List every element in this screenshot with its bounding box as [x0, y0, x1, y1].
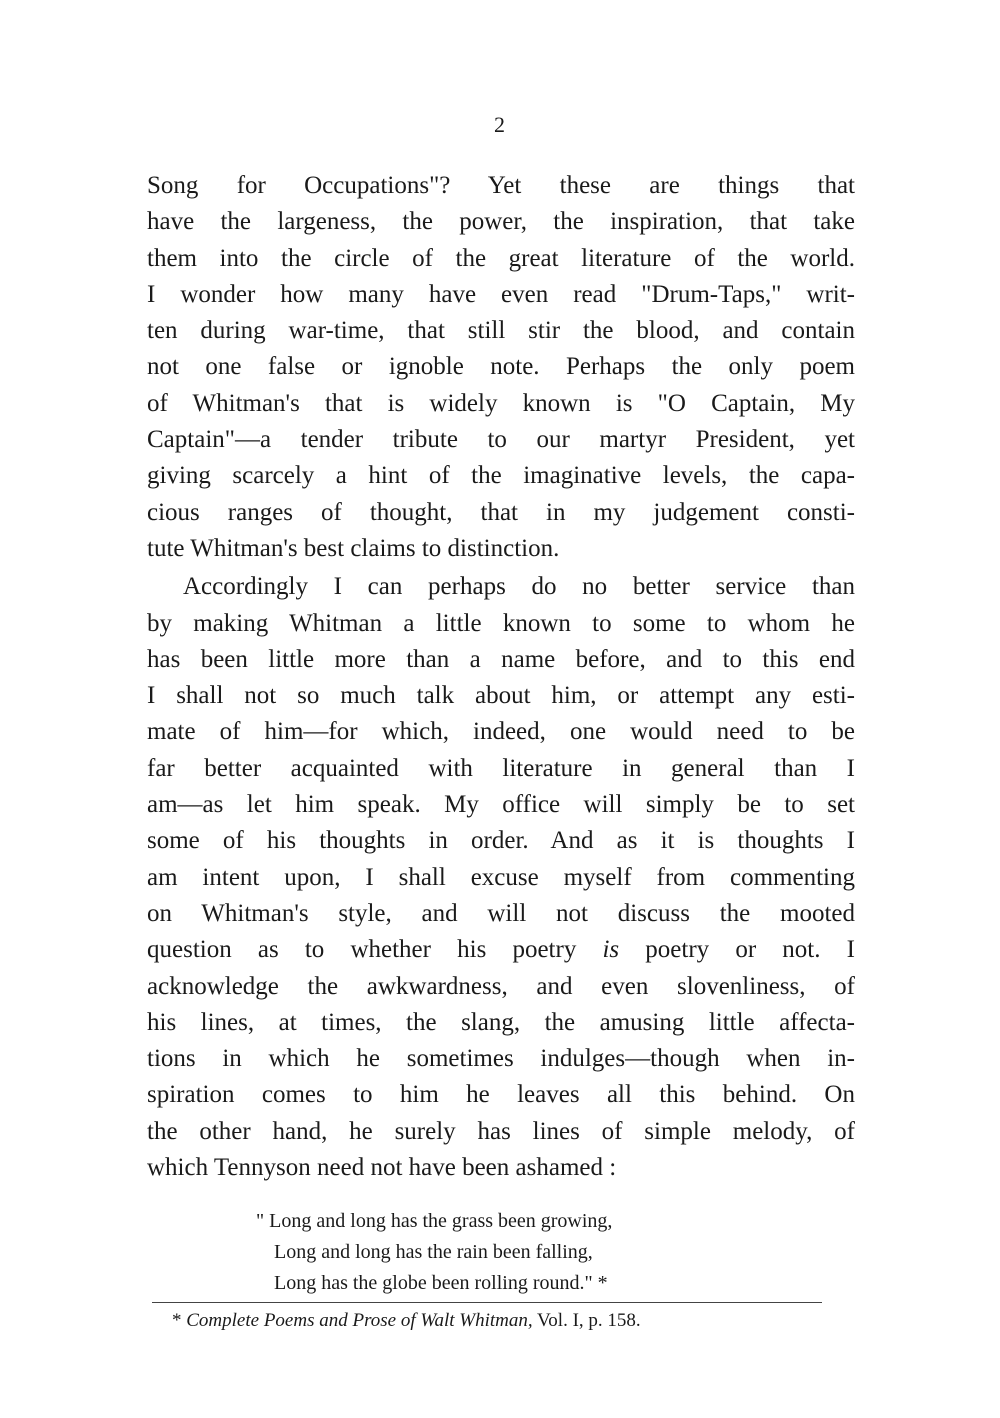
footnote-marker: *: [172, 1310, 187, 1331]
text-line: mate of him—for which, indeed, one would need to be: [147, 718, 855, 746]
poem-line: " Long and long has the grass been growing,: [256, 1210, 613, 1232]
footnote: [172, 1306, 872, 1336]
text-line: which Tennyson need not have been ashamed :: [147, 1154, 617, 1182]
body-text: [147, 168, 855, 1186]
text-line: on Whitman's style, and will not discuss the mooted: [147, 899, 855, 927]
text-line: far better acquainted with literature in general than I: [147, 754, 855, 782]
paragraph-1: [147, 168, 855, 567]
paragraph-2: [147, 569, 855, 1186]
text-line: Accordingly I can perhaps do no better service than: [183, 573, 855, 601]
text-line: tions in which he sometimes indulges—though when in-: [147, 1045, 855, 1073]
footnote-divider: [152, 1302, 822, 1303]
poem-line: Long has the globe been rolling round." *: [274, 1272, 608, 1294]
text-line: spiration comes to him he leaves all this behind. On: [147, 1081, 855, 1109]
text-line: the other hand, he surely has lines of simple melody, of: [147, 1117, 855, 1145]
text-line: tute Whitman's best claims to distinction.: [147, 534, 560, 562]
page-number: 2: [494, 112, 506, 137]
text-line: [147, 932, 855, 968]
text-line: has been little more than a name before, and to this end: [147, 645, 855, 673]
text-line: Song for Occupations"? Yet these are things that: [147, 172, 855, 199]
text-line: am—as let him speak. My office will simply be to set: [147, 791, 855, 819]
poem-quote: [256, 1206, 816, 1299]
text-line: of Whitman's that is widely known is "O Captain, My: [147, 389, 855, 417]
text-line: Captain"—a tender tribute to our martyr President, yet: [147, 426, 855, 454]
text-line: have the largeness, the power, the inspiration, that take: [147, 208, 855, 236]
text-line: I wonder how many have even read "Drum-Taps," writ-: [147, 280, 855, 308]
poem-line: Long and long has the rain been falling,: [274, 1241, 593, 1263]
text-line: I shall not so much talk about him, or attempt any esti-: [147, 682, 855, 710]
text-line: some of his thoughts in order. And as it is thoughts I: [147, 827, 855, 855]
text-line: cious ranges of thought, that in my judgement consti-: [147, 498, 855, 526]
text-line: am intent upon, I shall excuse myself from commenting: [147, 863, 855, 891]
footnote-title: Complete Poems and Prose of Walt Whitman,: [186, 1310, 533, 1331]
footnote-citation: Vol. I, p. 158.: [532, 1310, 641, 1331]
text-line: acknowledge the awkwardness, and even slovenliness, of: [147, 972, 855, 1000]
text-line: ten during war-time, that still stir the blood, and contain: [147, 317, 855, 345]
text-segment: poetry or not. I: [619, 936, 855, 964]
text-line: giving scarcely a hint of the imaginative levels, the capa-: [147, 462, 855, 490]
text-line: by making Whitman a little known to some to whom he: [147, 609, 855, 637]
italic-word: is: [602, 936, 620, 964]
text-line: them into the circle of the great literature of the world.: [147, 244, 855, 272]
text-line: his lines, at times, the slang, the amusing little affecta-: [147, 1008, 855, 1036]
text-segment: question as to whether his poetry: [147, 936, 603, 964]
text-line: not one false or ignoble note. Perhaps the only poem: [147, 353, 855, 381]
